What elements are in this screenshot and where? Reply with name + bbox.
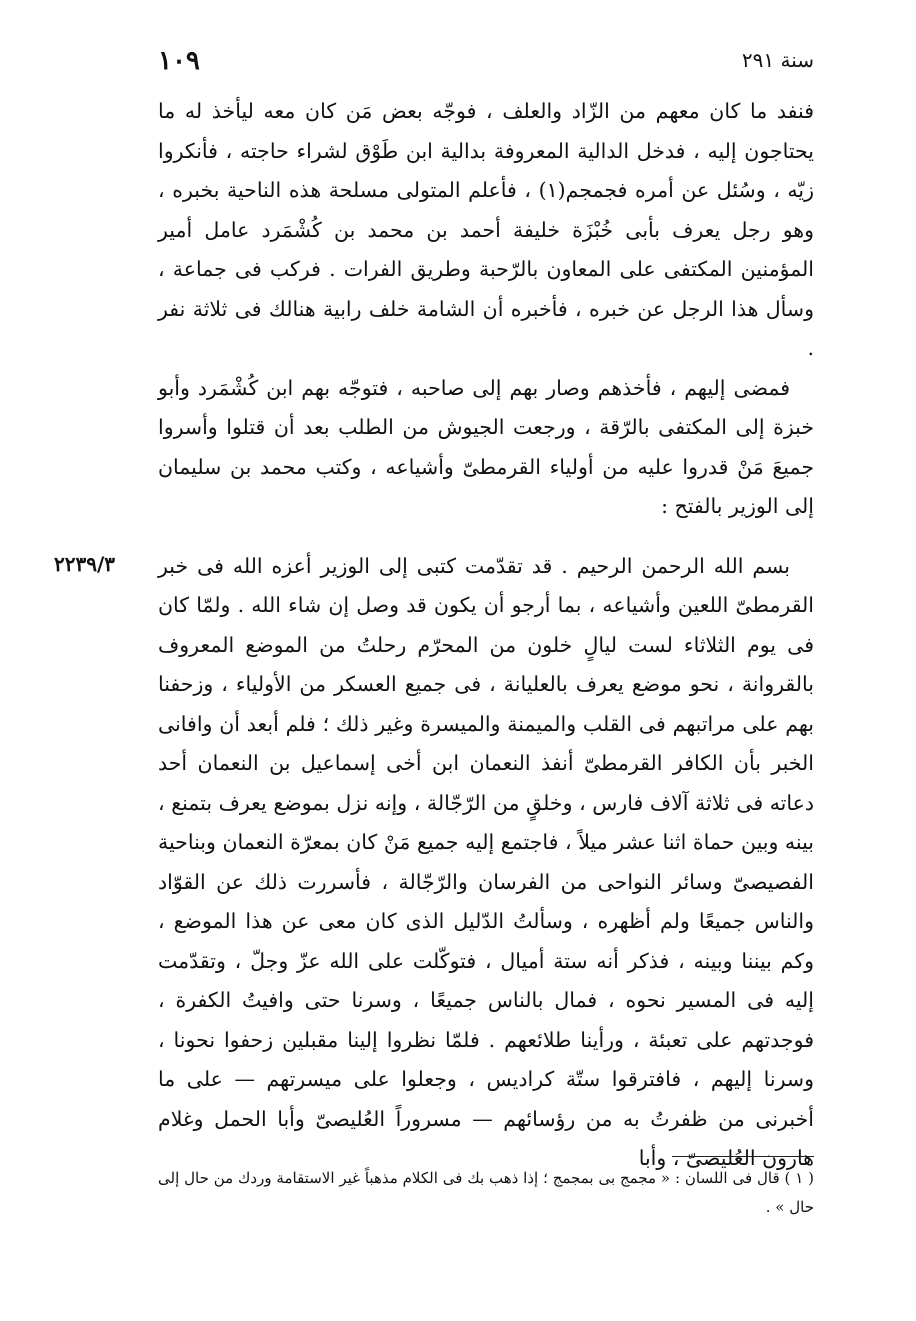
paragraph: فنفد ما كان معهم من الزّاد والعلف ، فوجّه بعض مَن كان معه ليأخذ له ما يحتاجون إليه ، فدخل الدالية المعروفة بدالية ابن طَوْق لشراء حاجته ، فأنكروا زيّه ، وسُئل عن أمره فجمجم(١) ، فأعلم المتولى مسلحة هذه الناحية بخبره ، وهو رجل يعرف بأبى خُبْزَة خليفة أحمد بن محمد بن كُشْمَرد عامل أمير المؤمنين المكتفى على المعاون بالرّحبة وطريق الفرات . فركب فى جماعة ، وسأل هذا الرجل عن خبره ، فأخبره أن الشامة خلف رابية هنالك فى ثلاثة نفر . [158,99,815,360]
footnote: ( ١ ) قال فى اللسان : « مجمج بى بمجمج ؛ إذا ذهب بك فى الكلام مذهباً غير الاستقامة وردك من حال إلى حال » . [158,1169,815,1216]
footnote-divider [672,1156,814,1157]
paragraph: بسم الله الرحمن الرحيم . قد تقدّمت كتبى إلى الوزير أعزه الله فى خبر القرمطىّ اللعين وأشياعه ، بما أرجو أن يكون قد وصل إن شاء الله . ولمّا كان فى يوم الثلاثاء لست ليالٍ خلون من المحرّم رحلتُ من الموضع المعروف بالقروانة ، نحو موضع يعرف بالعليانة ، فى جميع العسكر من الأولياء ، وزحفنا بهم على مراتبهم فى القلب والميمنة والميسرة وغير ذلك ؛ فلم أبعد أن وافانى الخبر بأن الكافر القرمطىّ أنفذ النعمان ابن أخى إسماعيل بن النعمان أحد دعاته فى ثلاثة آلاف فارس ، وخلقٍ من الرّجّالة ، وإنه نزل بموضع يعرف بتمنع ، بينه وبين حماة اثنا عشر ميلاً ، فاجتمع إليه جميع مَنْ كان بمعرّة النعمان وبناحية الفصيصىّ وسائر النواحى من الفرسان والرّجّالة ، فأسررت ذلك عن القوّاد والناس جميعًا ولم أظهره ، وسألتُ الدّليل الذى كان معى عن هذا الموضع ، وكم بيننا وبينه ، فذكر أنه ستة أميال ، فتوكّلت على الله عزّ وجلّ ، وتقدّمت إليه فى المسير نحوه ، فمال بالناس جميعًا ، وسرنا حتى وافيتُ الكفرة ، فوجدتهم على تعبئة ، ورأينا طلائعهم . فلمّا نظروا إلينا مقبلين زحفوا نحونا ، وسرنا إليهم ، فافترقوا ستّة كراديس ، وجعلوا على ميسرتهم — على ما أخبرنى من ظفرتُ به من رؤسائهم — مسروراً العُليصىّ وأبا الحمل وغلام هارون العُليصىّ ، وأبا [158,553,814,1170]
running-head: سنة ٢٩١ [741,48,814,72]
margin-reference: ٢٢٣٩/٣ [54,552,116,576]
paragraph: فمضى إليهم ، فأخذهم وصار بهم إلى صاحبه ، فتوجّه بهم ابن كُشْمَرد وأبو خبزة إلى المكتفى بالرّقة ، ورجعت الجيوش من الطلب بعد أن قتلوا وأسروا جميعَ مَنْ قدروا عليه من أولياء القرمطىّ وأشياعه ، وكتب محمد بن سليمان إلى الوزير بالفتح : [158,375,814,518]
main-text [158,92,814,1179]
page-number: ١٠٩ [158,46,200,76]
page-header [158,42,814,82]
